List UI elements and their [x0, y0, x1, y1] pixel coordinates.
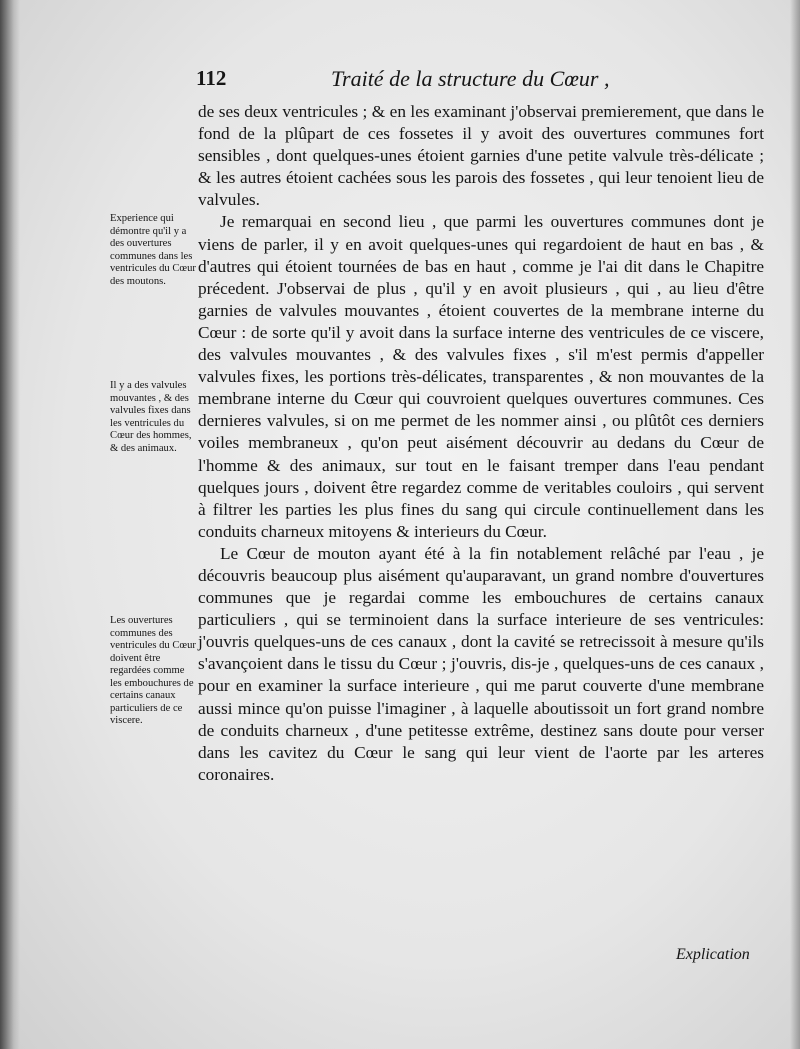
- gutter-shadow: [0, 0, 20, 1049]
- page-header: [196, 66, 756, 96]
- margin-note: Il y a des valvules mouvantes , & des valvules fixes dans les ventricules du Cœur des hommes, & des animaux.: [110, 380, 192, 454]
- main-text: [198, 101, 764, 786]
- margin-note: Experience qui démontre qu'il y a des ouvertures communes dans les ventricules du Cœur des moutons.: [110, 213, 196, 287]
- running-title: Traité de la structure du Cœur ,: [331, 66, 610, 91]
- catchword: Explication: [676, 946, 750, 963]
- page-number: 112: [196, 66, 227, 90]
- paragraph: Le Cœur de mouton ayant été à la fin notablement relâché par l'eau , je découvris beaucoup plus aisément qu'auparavant, un grand nombre d'ouvertures communes que je regardai comme les embouchures de certains canaux particuliers , qui se terminoient dans la surface interieure de ses ventricules: j'ouvris quelques-uns de ces canaux , dont la cavité se retrecissoit à mesure qu'ils s'avançoient dans le tissu du Cœur ; j'ouvris, dis-je , quelques-uns de ces canaux , pour en examiner la surface interieure , qui me parut couverte d'une membrane aussi mince qu'on puisse l'imaginer , à laquelle aboutissoit un fort grand nombre de conduits charneux , d'une petitesse extrême, destinez sans doute pour verser dans les cavitez du Cœur le sang qui leur vient de l'aorte par les arteres coronaires.: [198, 543, 764, 784]
- paragraph: Je remarquai en second lieu , que parmi les ouvertures communes dont je viens de parler, il y en avoit quelques-unes qui regardoient de haut en bas , & d'autres qui étoient tournées de bas en haut , comme je l'ai dit dans le Chapitre précedent. J'observai de plus , qu'il y en avoit plusieurs , qui , au lieu d'être garnies de valvules mouvantes , étoient couvertes de la membrane interne du Cœur : de sorte qu'il y avoit dans la surface interne des ventricules de ce viscere, des valvules mouvantes , & des valvules fixes , s'il m'est permis d'appeller valvules fixes, les portions très-délicates, transparentes , & non mouvantes de la membrane interne du Cœur qui couvroient quelques ouvertures communes. Ces dernieres valvules, si on me permet de les nommer ainsi , ou plûtôt ces derniers voiles membraneux , qu'on peut aisément découvrir au dedans du Cœur de l'homme & des animaux, sur tout en le faisant tremper dans l'eau pendant quelques jours , doivent être regardez comme de veritables couloirs , qui servent à filtrer les parties les plus fines du sang qui circule continuellement dans les conduits charneux mitoyens & interieurs du Cœur.: [198, 212, 764, 541]
- margin-note: Les ouvertures communes des ventricules du Cœur doivent être regardées comme les embouchures de certains canaux particuliers de ce viscere.: [110, 615, 196, 726]
- page-edge-shadow: [790, 0, 800, 1049]
- paragraph: de ses deux ventricules ; & en les examinant j'observai premierement, que dans le fond de la plûpart de ces fossetes il y avoit des ouvertures communes fort sensibles , dont quelques-unes étoient garnies d'une petite valvule très-délicate ; & les autres étoient cachées sous les parois des fossetes , qui leur tenoient lieu de valvules.: [198, 102, 764, 210]
